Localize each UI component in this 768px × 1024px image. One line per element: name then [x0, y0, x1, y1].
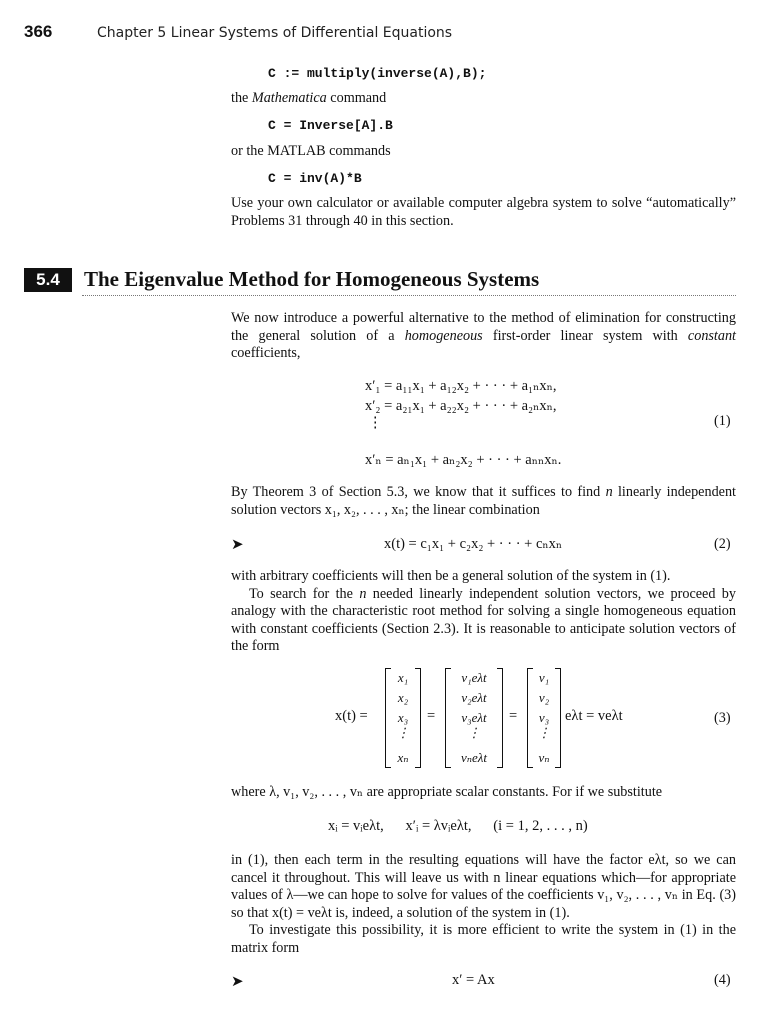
equation-row-1: x′₁ = a₁₁x₁ + a₁₂x₂ + · · · + a₁ₙxₙ, [365, 378, 557, 394]
key-equation-marker: ➤ [231, 974, 244, 990]
equation-number-2: (2) [714, 536, 731, 552]
section-heading [24, 266, 736, 296]
vector-x-entry: x₂ [397, 690, 409, 705]
equation-number-3: (3) [714, 710, 731, 726]
vector-v-entry: v₃ [538, 710, 550, 725]
equation-row-n: x′ₙ = aₙ₁x₁ + aₙ₂x₂ + · · · + aₙₙxₙ. [365, 452, 562, 468]
vector-x [385, 668, 421, 768]
vector-ve-entry: v₁eλt [461, 670, 487, 685]
vector-x-entry: x₃ [397, 710, 409, 725]
equation-4: x′ = Ax [452, 972, 495, 988]
vertical-ellipsis: ⋮ [368, 415, 383, 431]
matlab-intro: or the MATLAB commands [231, 143, 391, 159]
equation-2: x(t) = c₁x₁ + c₂x₂ + · · · + cₙxₙ [384, 536, 563, 552]
maple-code: C := multiply(inverse(A),B); [268, 66, 487, 81]
vector-x-entry: ⋮ [396, 725, 410, 740]
vector-v-entry: vₙ [538, 750, 550, 765]
equation-number-1: (1) [714, 413, 731, 429]
equals-sign: = [427, 708, 436, 724]
equation-row-2: x′₂ = a₂₁x₁ + a₂₂x₂ + · · · + a₂ₙxₙ, [365, 398, 557, 414]
cas-instruction: Use your own calculator or available computer algebra system to solve “automatically” Problems 31 through 40 in this section. [231, 195, 736, 229]
equation-3-tail: eλt = veλt [565, 708, 623, 724]
analogy-paragraph: with arbitrary coefficients will then be a general solution of the system in (1). To search for the n needed linearly independent solution vectors, we proceed by analogy with the characteristic root method for solving a single homogeneous equation with constant coefficients (Section 2.3). It is reasonable to anticipate solution vectors of the form [231, 568, 736, 654]
vector-ve-entry: ⋮ [467, 725, 481, 740]
mathematica-intro: the Mathematica command [231, 90, 387, 106]
vector-x-entry: xₙ [397, 750, 409, 765]
vector-v-entry: v₁ [538, 670, 550, 685]
vector-v [527, 668, 561, 768]
key-equation-marker: ➤ [231, 537, 244, 553]
equation-3-lhs: x(t) = [335, 708, 368, 724]
section-number-badge: 5.4 [24, 268, 72, 292]
running-head [24, 22, 744, 46]
where-paragraph: where λ, v₁, v₂, . . . , vₙ are appropriate scalar constants. For if we substitute [231, 784, 663, 800]
equation-3 [335, 668, 675, 770]
theorem-paragraph: By Theorem 3 of Section 5.3, we know that it suffices to find n linearly independent solution vectors x₁, x₂, . . . , xₙ; the linear combination [231, 484, 736, 518]
vector-ve-entry: v₂eλt [461, 690, 487, 705]
vector-v-entry: v₂ [538, 690, 550, 705]
matlab-code: C = inv(A)*B [268, 171, 362, 186]
equals-sign: = [509, 708, 518, 724]
vector-ve [445, 668, 503, 768]
intro-paragraph: We now introduce a powerful alternative to the method of elimination for constructing the general solution of a homogeneous first-order linear system with constant coefficients, [231, 310, 736, 361]
equation-number-4: (4) [714, 972, 731, 988]
vector-ve-entry: v₃eλt [461, 710, 487, 725]
mathematica-code: C = Inverse[A].B [268, 118, 393, 133]
vector-v-entry: ⋮ [537, 725, 551, 740]
chapter-title: Chapter 5 Linear Systems of Differential Equations [97, 25, 453, 41]
page-number: 366 [24, 22, 53, 41]
vector-x-entry: x₁ [397, 670, 409, 685]
section-rule [82, 295, 736, 296]
vector-ve-entry: vₙeλt [460, 750, 488, 765]
section-title: The Eigenvalue Method for Homogeneous Systems [84, 267, 540, 291]
cancel-paragraph: in (1), then each term in the resulting equations will have the factor eλt, so we can cancel it throughout. This will leave us with n linear equations which—for appropriate values of λ—we can hope to solve for values of the coefficients v₁, v₂, . . . , vₙ in Eq. (3) so that x(t) = veλt is, indeed, a solution of the system in (1). To investigate this possibility, it is more efficient to write the system in (1) in the matrix form [231, 852, 736, 956]
substitution-equation: xᵢ = vᵢeλt, x′ᵢ = λvᵢeλt, (i = 1, 2, . . . , n) [328, 818, 588, 834]
equation-system-1 [365, 378, 561, 472]
